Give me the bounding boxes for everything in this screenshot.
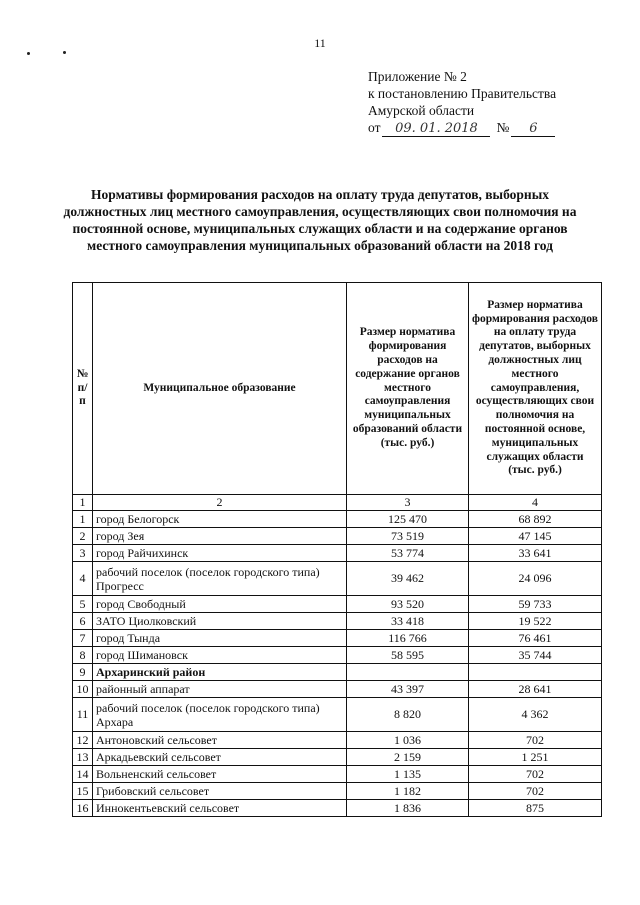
row-num: 3 [73,545,93,562]
table-row [73,681,602,698]
header-row [73,283,602,495]
row-num: 10 [73,681,93,698]
row-col3 [347,664,469,681]
appendix-block [368,68,556,137]
row-col4: 702 [469,732,602,749]
row-col3: 8 820 [347,698,469,732]
row-municipality: рабочий поселок (поселок городского типа) Архара [93,698,347,732]
row-col4: 35 744 [469,647,602,664]
row-col3: 116 766 [347,630,469,647]
table-row [73,647,602,664]
row-num: 14 [73,766,93,783]
row-col4: 702 [469,766,602,783]
row-col3: 43 397 [347,681,469,698]
row-municipality: Иннокентьевский сельсовет [93,800,347,817]
row-col4: 875 [469,800,602,817]
row-num: 2 [73,528,93,545]
row-num: 16 [73,800,93,817]
table-row [73,545,602,562]
row-col3: 1 182 [347,783,469,800]
table-row [73,613,602,630]
row-num: 4 [73,562,93,596]
colnum-3: 3 [347,495,469,511]
row-num: 12 [73,732,93,749]
table-row [73,528,602,545]
row-municipality: Аркадьевский сельсовет [93,749,347,766]
row-municipality: Архаринский район [93,664,347,681]
row-col3: 93 520 [347,596,469,613]
row-municipality: ЗАТО Циолковский [93,613,347,630]
row-col3: 58 595 [347,647,469,664]
row-col4: 19 522 [469,613,602,630]
row-num: 1 [73,511,93,528]
header-municipality: Муниципальное образование [93,283,347,495]
row-municipality: город Тында [93,630,347,647]
row-col4: 4 362 [469,698,602,732]
row-col4 [469,664,602,681]
header-num: № п/п [73,283,93,495]
table-row [73,749,602,766]
row-col4: 47 145 [469,528,602,545]
row-col3: 125 470 [347,511,469,528]
row-num: 5 [73,596,93,613]
colnum-4: 4 [469,495,602,511]
row-num: 6 [73,613,93,630]
row-num: 15 [73,783,93,800]
handwritten-number: 6 [511,122,555,137]
appendix-resolution: к постановлению Правительства [368,86,557,101]
row-municipality: город Свободный [93,596,347,613]
row-col3: 39 462 [347,562,469,596]
table-row [73,732,602,749]
row-col4: 68 892 [469,511,602,528]
header-col3: Размер норматива формирования расходов на содержание органов местного самоуправления муниципальных образований области (тыс. руб.) [347,283,469,495]
row-num: 7 [73,630,93,647]
row-municipality: город Райчихинск [93,545,347,562]
row-col4: 59 733 [469,596,602,613]
row-col3: 1 836 [347,800,469,817]
row-col3: 33 418 [347,613,469,630]
appendix-region: Амурской области [368,103,475,118]
row-municipality: рабочий поселок (поселок городского типа) Прогресс [93,562,347,596]
row-col4: 24 096 [469,562,602,596]
appendix-date-line [368,119,556,137]
row-col4: 702 [469,783,602,800]
row-municipality: районный аппарат [93,681,347,698]
row-municipality: Антоновский сельсовет [93,732,347,749]
document-title: Нормативы формирования расходов на оплату труда депутатов, выборных должностных лиц местного самоуправления, осуществляющих свои полномочия на постоянной основе, муниципальных служащих области и на содержание органов местного самоуправления муниципальных образований области на 2018 год [63,187,577,253]
table-row [73,800,602,817]
row-municipality: Вольненский сельсовет [93,766,347,783]
scan-speck [63,51,66,54]
row-num: 13 [73,749,93,766]
norms-table [72,282,602,817]
table-row [73,630,602,647]
date-prefix: от [368,120,381,135]
table-row [73,698,602,732]
row-col3: 2 159 [347,749,469,766]
column-numbering-row [73,495,602,511]
table-row [73,562,602,596]
colnum-1: 1 [73,495,93,511]
table-row [73,766,602,783]
row-municipality: Грибовский сельсовет [93,783,347,800]
row-col4: 33 641 [469,545,602,562]
row-num: 11 [73,698,93,732]
row-col3: 1 135 [347,766,469,783]
table-row [73,783,602,800]
row-num: 8 [73,647,93,664]
row-municipality: город Шимановск [93,647,347,664]
row-col4: 1 251 [469,749,602,766]
number-label: № [496,120,510,135]
table-row-district [73,664,602,681]
appendix-title: Приложение № 2 [368,69,467,84]
row-municipality: город Белогорск [93,511,347,528]
header-col4: Размер норматива формирования расходов на оплату труда депутатов, выборных должностных лиц местного самоуправления, осуществляющих свои полномочия на постоянной основе, муниципальных служащих области (тыс. руб.) [469,283,602,495]
scan-speck [27,52,30,55]
row-col3: 53 774 [347,545,469,562]
row-municipality: город Зея [93,528,347,545]
row-col3: 1 036 [347,732,469,749]
page-number: 11 [314,36,326,50]
colnum-2: 2 [93,495,347,511]
table-row [73,511,602,528]
row-num: 9 [73,664,93,681]
row-col4: 28 641 [469,681,602,698]
row-col3: 73 519 [347,528,469,545]
row-col4: 76 461 [469,630,602,647]
table-row [73,596,602,613]
handwritten-date: 09. 01. 2018 [382,122,490,137]
